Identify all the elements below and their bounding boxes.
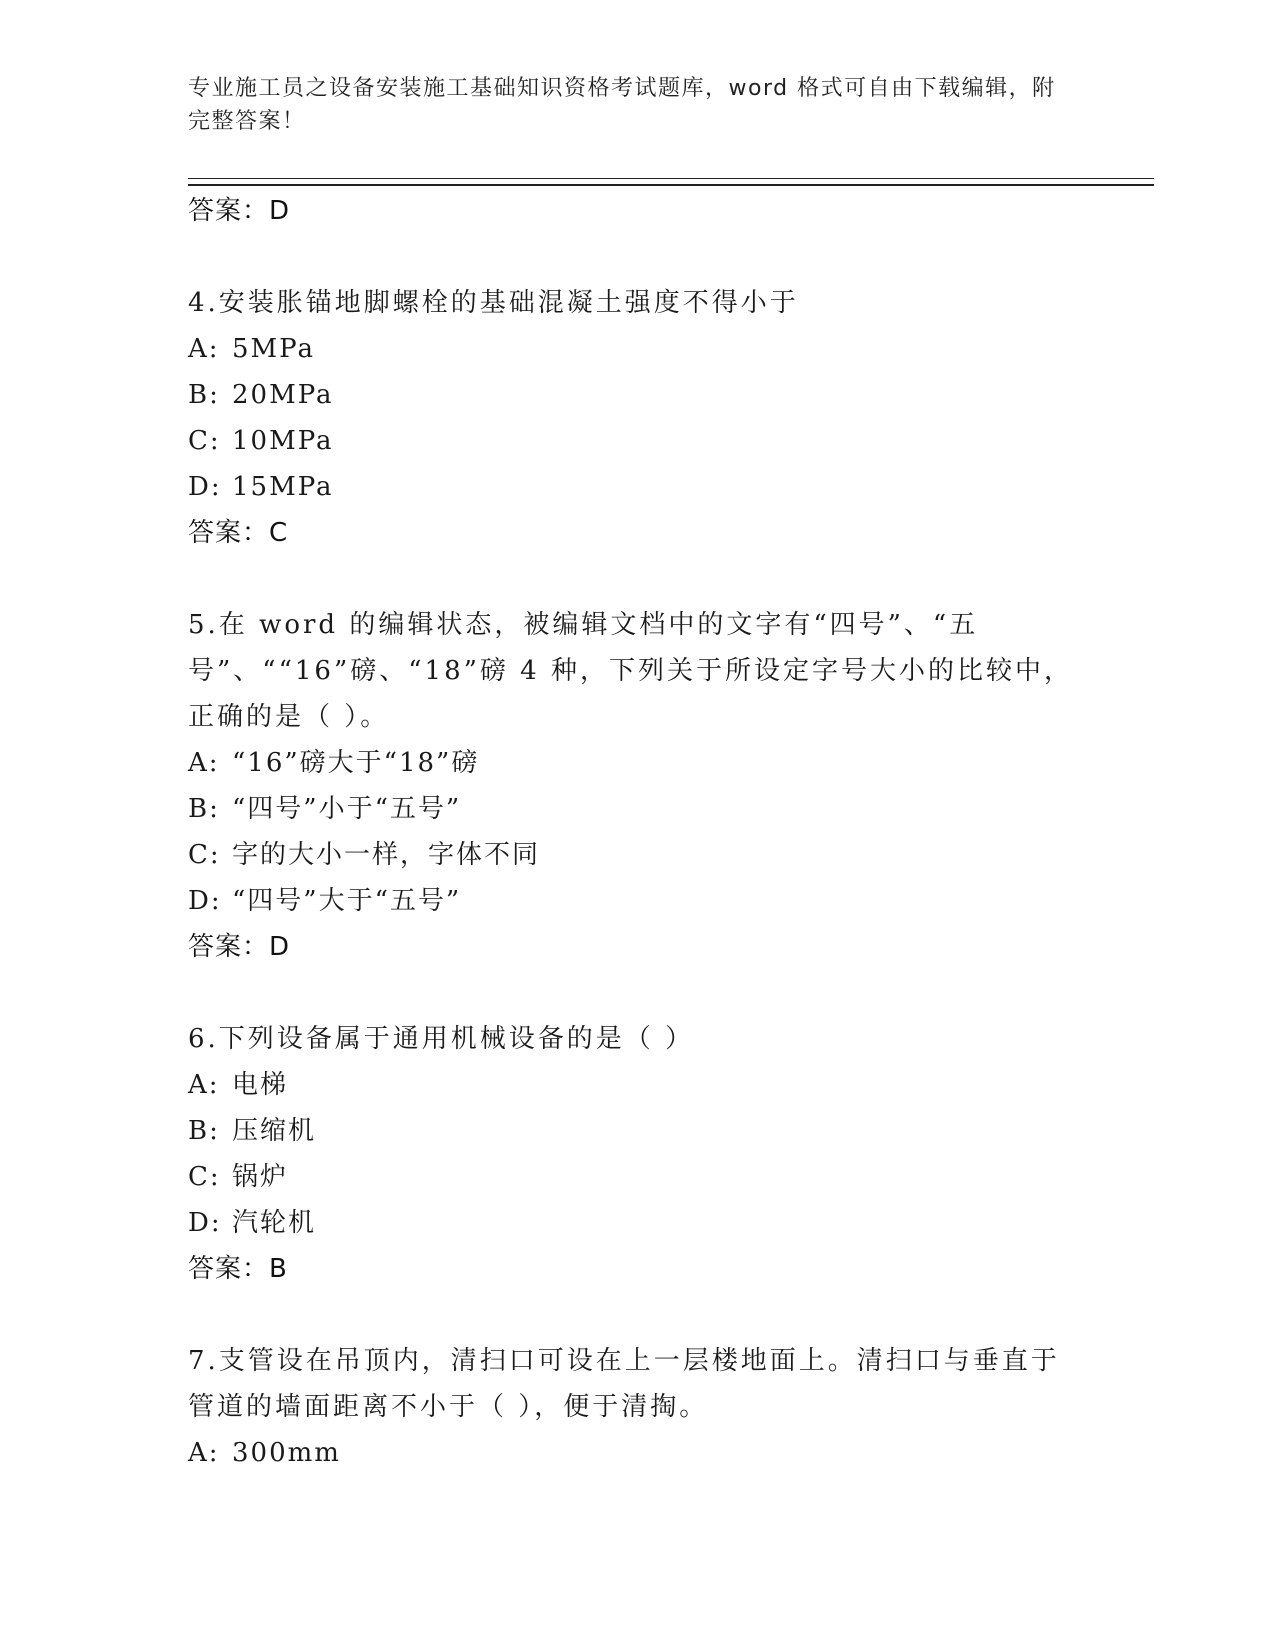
option-key: A: (188, 1070, 220, 1100)
option-key: B: (188, 1116, 220, 1146)
answer-option (188, 786, 1088, 832)
option-text: “16”磅大于“18”磅 (232, 748, 480, 778)
answer-option (188, 832, 1088, 878)
answer-option (188, 878, 1088, 924)
block-spacer (188, 556, 1088, 602)
option-text: 电梯 (232, 1070, 289, 1100)
answer-option (188, 1062, 1088, 1108)
option-text: 锅炉 (232, 1162, 289, 1192)
option-key: A: (188, 334, 220, 364)
document-header: 专业施工员之设备安装施工基础知识资格考试题库，word 格式可自由下载编辑，附完整答案！ (188, 76, 1056, 134)
answer-line: 答案：D (188, 932, 291, 962)
option-key: A: (188, 748, 220, 778)
answer-option (188, 1108, 1088, 1154)
answer-line: 答案：C (188, 518, 289, 548)
option-key: D: (188, 472, 222, 502)
header-divider (188, 178, 1154, 186)
option-text: 10MPa (232, 426, 334, 456)
option-key: D: (188, 1208, 222, 1238)
question-stem: 4.安装胀锚地脚螺栓的基础混凝土强度不得小于 (188, 288, 799, 318)
answer-option (188, 740, 1088, 786)
answer-option (188, 326, 1088, 372)
option-key: B: (188, 380, 220, 410)
answer-option (188, 372, 1088, 418)
block-spacer (188, 970, 1088, 1016)
option-text: “四号”小于“五号” (232, 794, 462, 824)
answer-line: 答案：D (188, 196, 291, 226)
option-text: 汽轮机 (232, 1208, 317, 1238)
option-text: “四号”大于“五号” (232, 886, 462, 916)
option-key: C: (188, 426, 221, 456)
option-text: 5MPa (232, 334, 315, 364)
option-key: B: (188, 794, 220, 824)
question-stem: 6.下列设备属于通用机械设备的是（ ） (188, 1024, 695, 1054)
question-list (188, 188, 1088, 1476)
option-key: C: (188, 840, 221, 870)
answer-option (188, 418, 1088, 464)
option-key: C: (188, 1162, 221, 1192)
answer-option (188, 1430, 1088, 1476)
question-stem: 5.在 word 的编辑状态，被编辑文档中的文字有“四号”、“五号”、““16”磅、“18”磅 4 种，下列关于所设定字号大小的比较中，正确的是（ ）。 (188, 610, 1073, 732)
option-key: D: (188, 886, 222, 916)
option-key: A: (188, 1438, 220, 1468)
option-text: 字的大小一样，字体不同 (232, 840, 541, 870)
answer-option (188, 1200, 1088, 1246)
option-text: 压缩机 (232, 1116, 317, 1146)
answer-option (188, 1154, 1088, 1200)
option-text: 20MPa (232, 380, 334, 410)
block-spacer (188, 1292, 1088, 1338)
answer-option (188, 464, 1088, 510)
block-spacer (188, 234, 1088, 280)
answer-line: 答案：B (188, 1254, 288, 1284)
question-stem: 7.支管设在吊顶内，清扫口可设在上一层楼地面上。清扫口与垂直于管道的墙面距离不小于（ ），便于清掏。 (188, 1346, 1060, 1422)
option-text: 15MPa (232, 472, 334, 502)
option-text: 300mm (232, 1438, 341, 1468)
